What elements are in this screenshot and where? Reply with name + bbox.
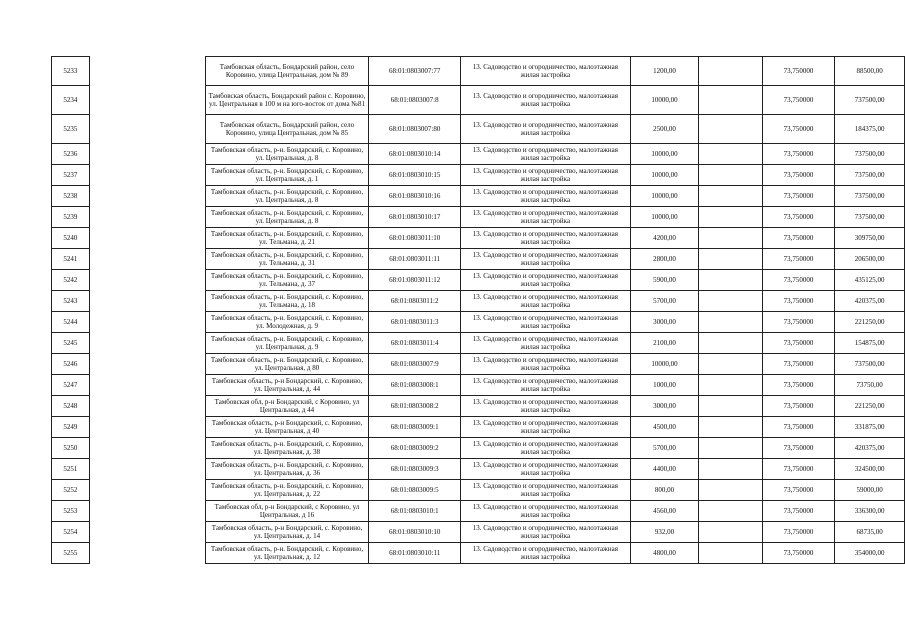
area-cell: 4200,00 [630,228,699,249]
area-cell: 2800,00 [630,249,699,270]
row-number-cell: 5249 [52,417,90,438]
row-number-cell: 5255 [52,543,90,564]
blank-cell [89,207,205,228]
address-cell: Тамбовская область, р-н. Бондарский, с. Коровино, ул. Центральная, д. 8 [205,207,369,228]
cadastral-value-cell: 420375,00 [835,291,905,312]
blank-cell [699,543,762,564]
cadastral-value-cell: 737500,00 [835,186,905,207]
area-cell: 800,00 [630,480,699,501]
table-row [52,207,905,228]
address-cell: Тамбовская область, р-н. Бондарский, с. Коровино, ул. Центральная, д. 1 [205,165,369,186]
table-row [52,186,905,207]
area-cell: 5700,00 [630,291,699,312]
address-cell: Тамбовская обл, р-н Бондарский, с Коровино, ул Центральная, д 16 [205,501,369,522]
address-cell: Тамбовская область, Бондарский район, село Коровино, улица Центральная, дом № 89 [205,57,369,86]
blank-cell [89,312,205,333]
cadastral-number-cell: 68:01:0803010:11 [369,543,461,564]
address-cell: Тамбовская область, р-н Бондарский, с. Коровино, ул. Центральная, д. 44 [205,375,369,396]
area-cell: 5700,00 [630,438,699,459]
address-cell: Тамбовская область, р-н. Бондарский, с. Коровино, ул. Центральная, д. 8 [205,186,369,207]
rate-cell: 73,750000 [762,186,835,207]
row-number-cell: 5251 [52,459,90,480]
area-cell: 10000,00 [630,86,699,115]
address-cell: Тамбовская область, р-н Бондарский, с. Коровино, ул. Центральная, д. 14 [205,522,369,543]
cadastral-value-cell: 331875,00 [835,417,905,438]
cadastral-number-cell: 68:01:0803010:14 [369,144,461,165]
cadastral-value-cell: 88500,00 [835,57,905,86]
cadastral-number-cell: 68:01:0803010:1 [369,501,461,522]
row-number-cell: 5233 [52,57,90,86]
rate-cell: 73,750000 [762,115,835,144]
blank-cell [699,354,762,375]
land-use-cell: 13. Садоводство и огородничество, малоэтажная жилая застройка [460,115,630,144]
cadastral-value-cell: 737500,00 [835,354,905,375]
row-number-cell: 5245 [52,333,90,354]
rate-cell: 73,750000 [762,543,835,564]
address-cell: Тамбовская область, Бондарский район, село Коровино, улица Центральная, дом № 85 [205,115,369,144]
table-row [52,375,905,396]
blank-cell [699,438,762,459]
area-cell: 1000,00 [630,375,699,396]
row-number-cell: 5241 [52,249,90,270]
cadastral-number-cell: 68:01:0803011:2 [369,291,461,312]
rate-cell: 73,750000 [762,354,835,375]
land-use-cell: 13. Садоводство и огородничество, малоэтажная жилая застройка [460,207,630,228]
land-use-cell: 13. Садоводство и огородничество, малоэтажная жилая застройка [460,480,630,501]
land-use-cell: 13. Садоводство и огородничество, малоэтажная жилая застройка [460,186,630,207]
table-row [52,333,905,354]
cadastral-number-cell: 68:01:0803011:4 [369,333,461,354]
cadastral-number-cell: 68:01:0803007:9 [369,354,461,375]
blank-cell [89,228,205,249]
blank-cell [89,522,205,543]
cadastral-number-cell: 68:01:0803010:16 [369,186,461,207]
blank-cell [699,375,762,396]
cadastral-value-cell: 435125,00 [835,270,905,291]
cadastral-value-cell: 737500,00 [835,86,905,115]
land-use-cell: 13. Садоводство и огородничество, малоэтажная жилая застройка [460,57,630,86]
rate-cell: 73,750000 [762,86,835,115]
rate-cell: 73,750000 [762,522,835,543]
table-row [52,417,905,438]
table-row [52,86,905,115]
table-row [52,144,905,165]
blank-cell [89,459,205,480]
cadastral-number-cell: 68:01:0803008:1 [369,375,461,396]
area-cell: 2500,00 [630,115,699,144]
land-use-cell: 13. Садоводство и огородничество, малоэтажная жилая застройка [460,312,630,333]
blank-cell [89,375,205,396]
land-use-cell: 13. Садоводство и огородничество, малоэтажная жилая застройка [460,375,630,396]
rate-cell: 73,750000 [762,375,835,396]
area-cell: 10000,00 [630,186,699,207]
rate-cell: 73,750000 [762,459,835,480]
blank-cell [89,249,205,270]
cadastral-value-cell: 221250,00 [835,396,905,417]
area-cell: 3000,00 [630,312,699,333]
cadastral-value-cell: 420375,00 [835,438,905,459]
row-number-cell: 5239 [52,207,90,228]
blank-cell [699,480,762,501]
blank-cell [89,501,205,522]
rate-cell: 73,750000 [762,333,835,354]
rate-cell: 73,750000 [762,396,835,417]
address-cell: Тамбовская область, р-н. Бондарский, с. Коровино, ул. Центральная, д. 22 [205,480,369,501]
row-number-cell: 5252 [52,480,90,501]
cadastral-value-cell: 309750,00 [835,228,905,249]
blank-cell [89,543,205,564]
area-cell: 4560,00 [630,501,699,522]
address-cell: Тамбовская область, р-н. Бондарский, с. Коровино, ул. Центральная, д. 36 [205,459,369,480]
row-number-cell: 5242 [52,270,90,291]
blank-cell [699,291,762,312]
blank-cell [89,396,205,417]
cadastral-value-cell: 324500,00 [835,459,905,480]
area-cell: 10000,00 [630,207,699,228]
blank-cell [89,354,205,375]
row-number-cell: 5250 [52,438,90,459]
cadastral-value-cell: 221250,00 [835,312,905,333]
cadastral-value-cell: 354000,00 [835,543,905,564]
table-row [52,270,905,291]
cadastral-value-cell: 59000,00 [835,480,905,501]
rate-cell: 73,750000 [762,207,835,228]
address-cell: Тамбовская область, р-н. Бондарский, с. Коровино, ул. Тельмана, д. 21 [205,228,369,249]
blank-cell [89,417,205,438]
address-cell: Тамбовская область, р-н. Бондарский, с. Коровино, ул. Центральная, д. 38 [205,438,369,459]
table-row [52,501,905,522]
blank-cell [699,115,762,144]
land-use-cell: 13. Садоводство и огородничество, малоэтажная жилая застройка [460,144,630,165]
blank-cell [699,228,762,249]
area-cell: 4800,00 [630,543,699,564]
cadastral-number-cell: 68:01:0803007:77 [369,57,461,86]
blank-cell [699,312,762,333]
table-row [52,249,905,270]
table-row [52,459,905,480]
blank-cell [699,396,762,417]
blank-cell [89,144,205,165]
row-number-cell: 5254 [52,522,90,543]
blank-cell [699,144,762,165]
row-number-cell: 5238 [52,186,90,207]
area-cell: 10000,00 [630,165,699,186]
cadastral-number-cell: 68:01:0803010:17 [369,207,461,228]
cadastral-number-cell: 68:01:0803009:1 [369,417,461,438]
area-cell: 5900,00 [630,270,699,291]
cadastral-number-cell: 68:01:0803010:10 [369,522,461,543]
cadastral-value-cell: 73750,00 [835,375,905,396]
area-cell: 2100,00 [630,333,699,354]
table-row [52,438,905,459]
blank-cell [699,57,762,86]
table-row [52,165,905,186]
row-number-cell: 5240 [52,228,90,249]
blank-cell [89,186,205,207]
land-use-cell: 13. Садоводство и огородничество, малоэтажная жилая застройка [460,86,630,115]
blank-cell [89,86,205,115]
table-row [52,291,905,312]
blank-cell [699,333,762,354]
row-number-cell: 5253 [52,501,90,522]
row-number-cell: 5237 [52,165,90,186]
address-cell: Тамбовская область, р-н. Бондарский, с. Коровино, ул. Центральная, д. 12 [205,543,369,564]
rate-cell: 73,750000 [762,417,835,438]
cadastral-number-cell: 68:01:0803011:12 [369,270,461,291]
address-cell: Тамбовская область, р-н Бондарский, с. Коровино, ул. Центральная, д 40 [205,417,369,438]
cadastral-number-cell: 68:01:0803010:15 [369,165,461,186]
blank-cell [699,459,762,480]
address-cell: Тамбовская область, Бондарский район с. Коровино, ул. Центральная в 100 м на юго-восток от дома №81 [205,86,369,115]
row-number-cell: 5244 [52,312,90,333]
address-cell: Тамбовская обл, р-н Бондарский, с Коровино, ул Центральная, д 44 [205,396,369,417]
cadastral-number-cell: 68:01:0803009:2 [369,438,461,459]
cadastral-value-cell: 737500,00 [835,165,905,186]
land-use-cell: 13. Садоводство и огородничество, малоэтажная жилая застройка [460,291,630,312]
address-cell: Тамбовская область, р-н. Бондарский, с. Коровино, ул. Тельмана, д. 37 [205,270,369,291]
land-use-cell: 13. Садоводство и огородничество, малоэтажная жилая застройка [460,249,630,270]
blank-cell [89,115,205,144]
land-register-table [51,56,905,564]
row-number-cell: 5243 [52,291,90,312]
land-use-cell: 13. Садоводство и огородничество, малоэтажная жилая застройка [460,396,630,417]
blank-cell [699,207,762,228]
table-row [52,312,905,333]
cadastral-number-cell: 68:01:0803007:80 [369,115,461,144]
rate-cell: 73,750000 [762,291,835,312]
area-cell: 4400,00 [630,459,699,480]
rate-cell: 73,750000 [762,249,835,270]
table-row [52,228,905,249]
rate-cell: 73,750000 [762,144,835,165]
blank-cell [699,417,762,438]
row-number-cell: 5236 [52,144,90,165]
table-row [52,543,905,564]
cadastral-value-cell: 737500,00 [835,144,905,165]
land-use-cell: 13. Садоводство и огородничество, малоэтажная жилая застройка [460,228,630,249]
table-body [52,57,905,564]
rate-cell: 73,750000 [762,501,835,522]
rate-cell: 73,750000 [762,57,835,86]
row-number-cell: 5234 [52,86,90,115]
land-use-cell: 13. Садоводство и огородничество, малоэтажная жилая застройка [460,438,630,459]
address-cell: Тамбовская область, р-н. Бондарский, с. Коровино, ул. Молодежная, д. 9 [205,312,369,333]
blank-cell [89,480,205,501]
table-row [52,396,905,417]
cadastral-number-cell: 68:01:0803011:3 [369,312,461,333]
blank-cell [699,249,762,270]
blank-cell [89,270,205,291]
cadastral-number-cell: 68:01:0803011:10 [369,228,461,249]
cadastral-value-cell: 737500,00 [835,207,905,228]
address-cell: Тамбовская область, р-н. Бондарский, с. Коровино, ул. Тельмана, д. 31 [205,249,369,270]
table-row [52,522,905,543]
blank-cell [699,501,762,522]
table-row [52,354,905,375]
address-cell: Тамбовская область, р-н. Бондарский, с. Коровино, ул. Центральная, д. 9 [205,333,369,354]
rate-cell: 73,750000 [762,438,835,459]
area-cell: 3000,00 [630,396,699,417]
rate-cell: 73,750000 [762,480,835,501]
land-use-cell: 13. Садоводство и огородничество, малоэтажная жилая застройка [460,270,630,291]
cadastral-value-cell: 68735,00 [835,522,905,543]
table-row [52,480,905,501]
cadastral-value-cell: 184375,00 [835,115,905,144]
rate-cell: 73,750000 [762,270,835,291]
blank-cell [89,291,205,312]
land-use-cell: 13. Садоводство и огородничество, малоэтажная жилая застройка [460,543,630,564]
row-number-cell: 5248 [52,396,90,417]
blank-cell [89,165,205,186]
area-cell: 4500,00 [630,417,699,438]
cadastral-number-cell: 68:01:0803007:8 [369,86,461,115]
cadastral-number-cell: 68:01:0803009:3 [369,459,461,480]
land-use-cell: 13. Садоводство и огородничество, малоэтажная жилая застройка [460,165,630,186]
cadastral-value-cell: 154875,00 [835,333,905,354]
blank-cell [89,57,205,86]
land-use-cell: 13. Садоводство и огородничество, малоэтажная жилая застройка [460,459,630,480]
table-row [52,57,905,86]
cadastral-number-cell: 68:01:0803009:5 [369,480,461,501]
land-use-cell: 13. Садоводство и огородничество, малоэтажная жилая застройка [460,333,630,354]
rate-cell: 73,750000 [762,228,835,249]
address-cell: Тамбовская область, р-н. Бондарский, с. Коровино, ул. Тельмана, д. 18 [205,291,369,312]
cadastral-value-cell: 206500,00 [835,249,905,270]
blank-cell [699,270,762,291]
land-use-cell: 13. Садоводство и огородничество, малоэтажная жилая застройка [460,501,630,522]
rate-cell: 73,750000 [762,312,835,333]
blank-cell [699,86,762,115]
cadastral-value-cell: 336300,00 [835,501,905,522]
area-cell: 1200,00 [630,57,699,86]
row-number-cell: 5246 [52,354,90,375]
land-use-cell: 13. Садоводство и огородничество, малоэтажная жилая застройка [460,522,630,543]
land-use-cell: 13. Садоводство и огородничество, малоэтажная жилая застройка [460,354,630,375]
address-cell: Тамбовская область, р-н. Бондарский, с. Коровино, ул. Центральная, д 80 [205,354,369,375]
cadastral-number-cell: 68:01:0803011:11 [369,249,461,270]
area-cell: 10000,00 [630,354,699,375]
table-row [52,115,905,144]
blank-cell [699,186,762,207]
area-cell: 932,00 [630,522,699,543]
address-cell: Тамбовская область, р-н. Бондарский, с. Коровино, ул. Центральная, д. 8 [205,144,369,165]
blank-cell [699,165,762,186]
blank-cell [699,522,762,543]
land-use-cell: 13. Садоводство и огородничество, малоэтажная жилая застройка [460,417,630,438]
area-cell: 10000,00 [630,144,699,165]
blank-cell [89,438,205,459]
row-number-cell: 5247 [52,375,90,396]
blank-cell [89,333,205,354]
rate-cell: 73,750000 [762,165,835,186]
cadastral-number-cell: 68:01:0803008:2 [369,396,461,417]
row-number-cell: 5235 [52,115,90,144]
